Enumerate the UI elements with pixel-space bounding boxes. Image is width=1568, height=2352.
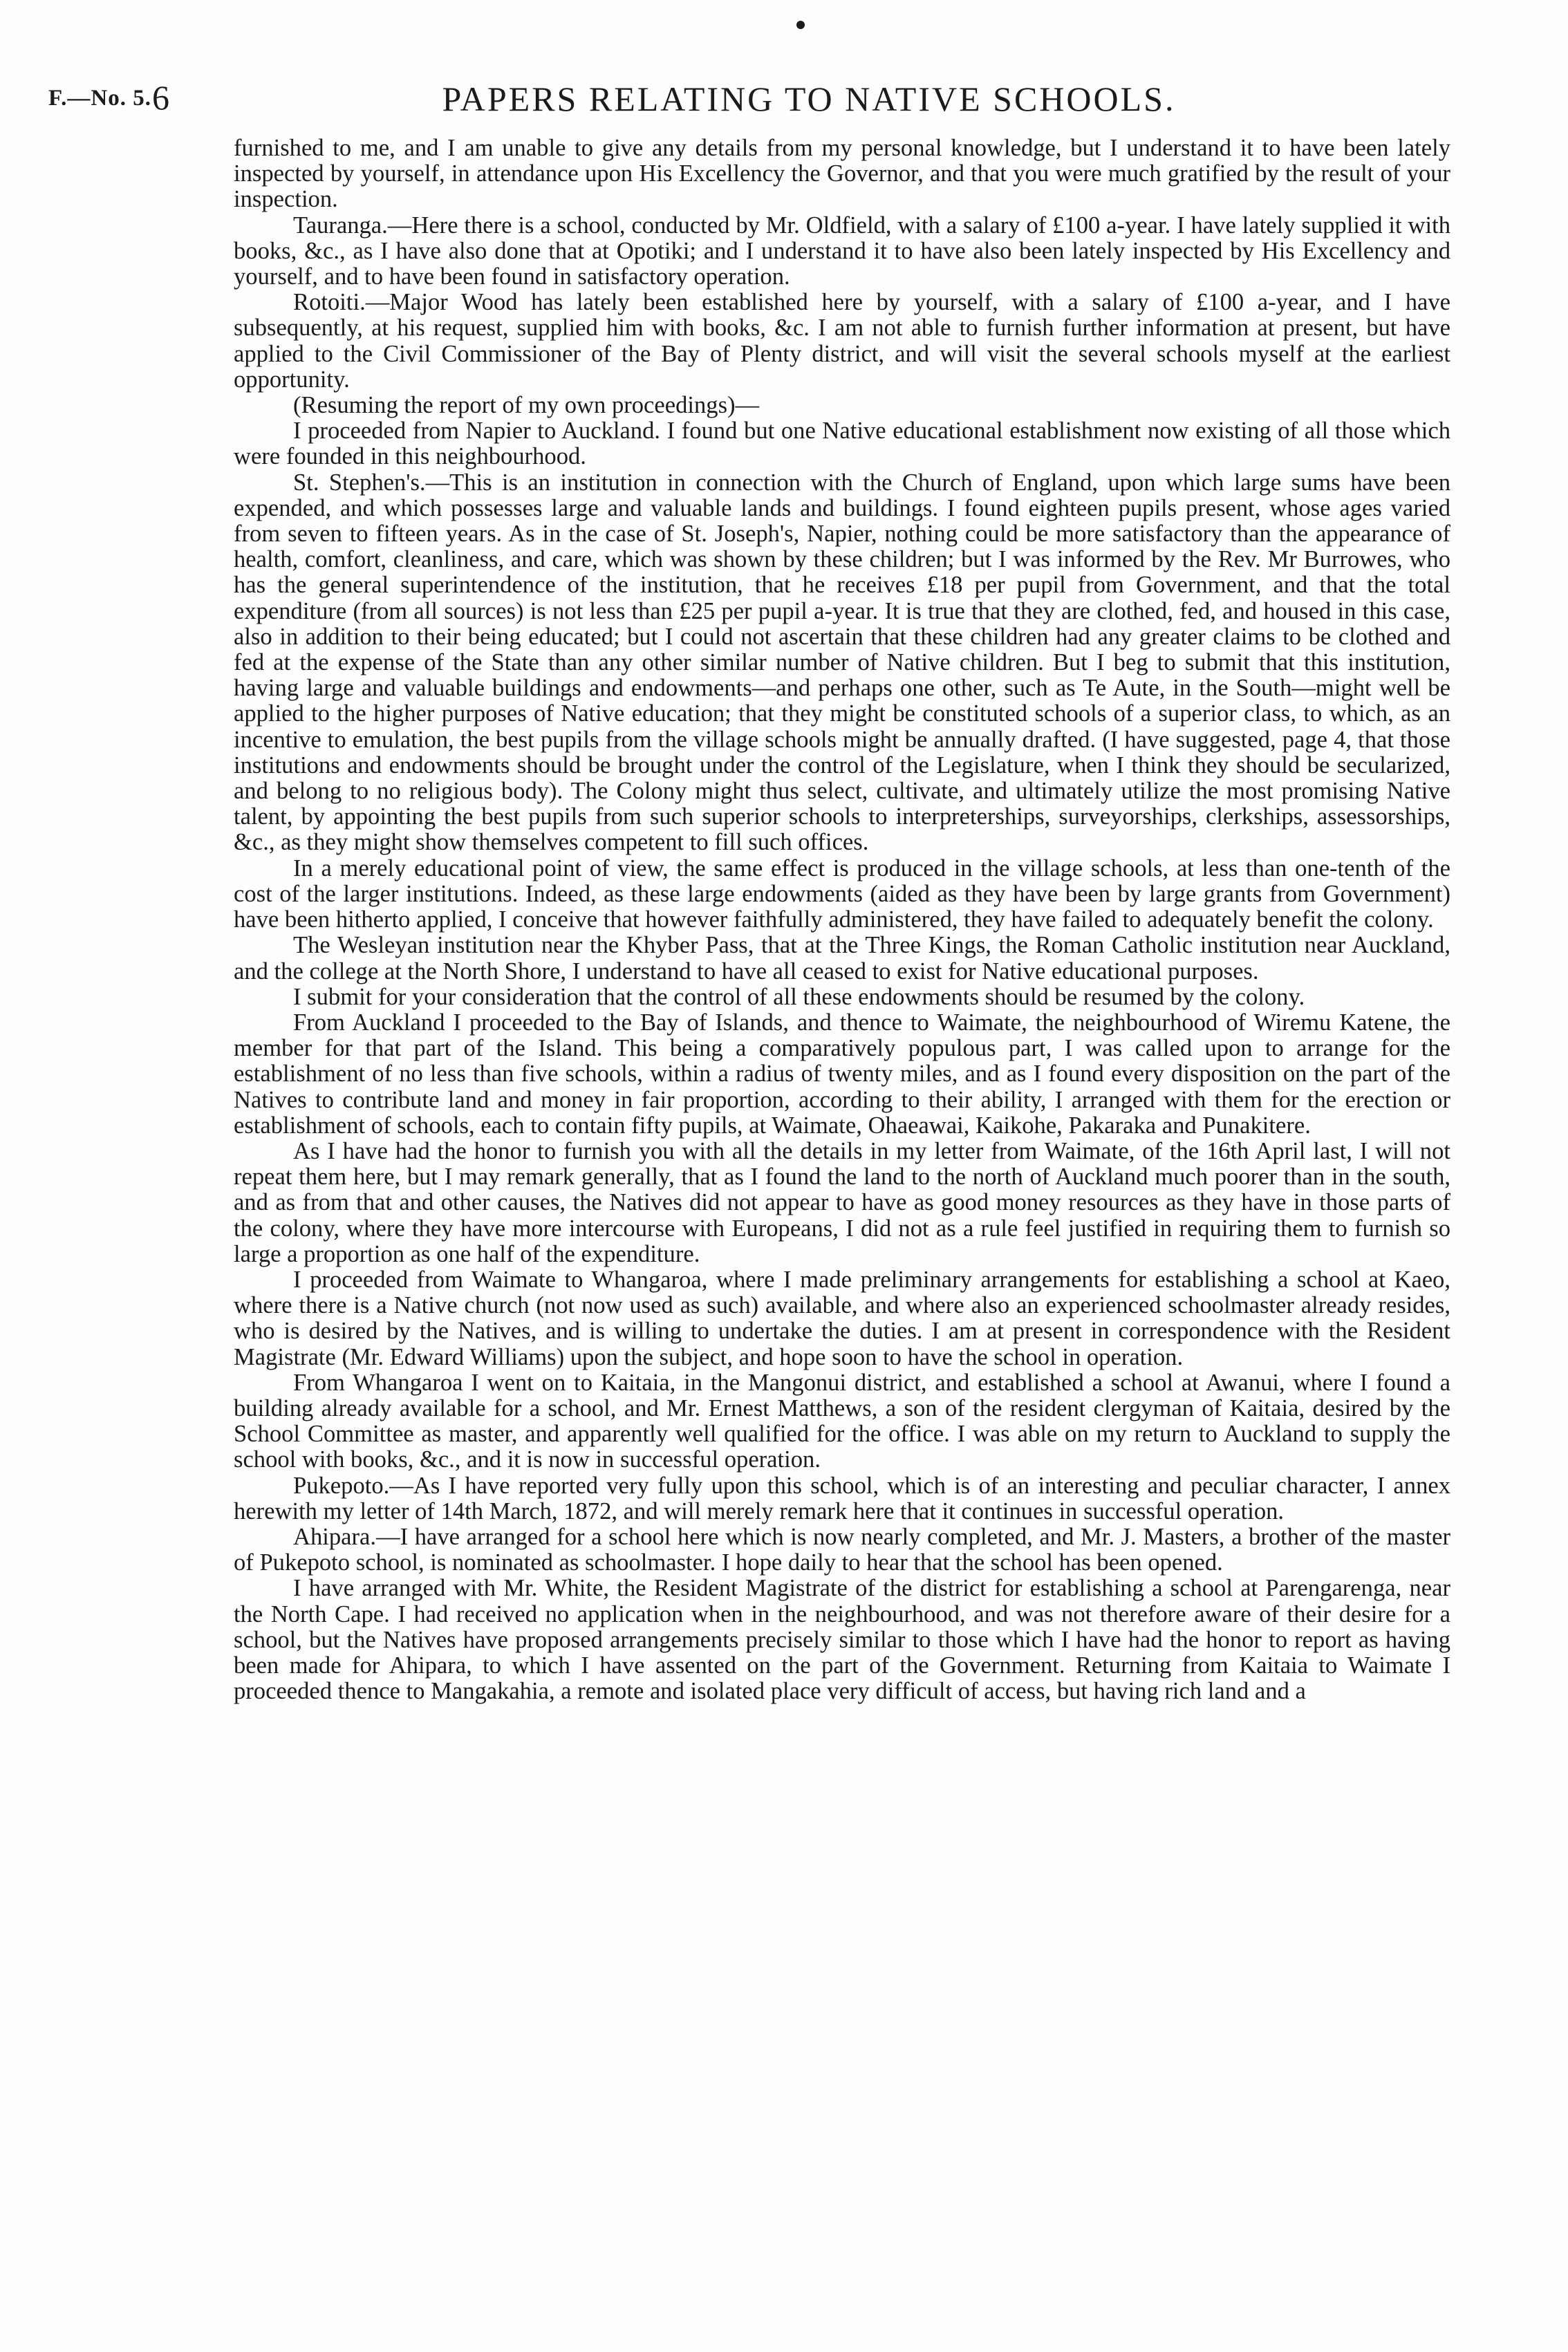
paragraph-continuation: furnished to me, and I am unable to give any details from my personal knowledge, but I understand it to have been lately inspected by yourself, in attendance upon His Excellency the Governor, and that you were much gratified by the result of your inspection. bbox=[234, 135, 1450, 213]
paragraph-ahipara: Ahipara.—I have arranged for a school here which is now nearly completed, and Mr. J. Masters, a brother of the master of Pukepoto school, is nominated as schoolmaster. I hope daily to hear that the school has been opened. bbox=[234, 1523, 1450, 1576]
paragraph-educational-view: In a merely educational point of view, the same effect is produced in the village schools, at less than one-tenth of the cost of the larger institutions. Indeed, as these large endowments (aided as they have been by large grants from Government) have been hitherto applied, I conceive that however faithfully administered, they have failed to adequately benefit the colony. bbox=[234, 855, 1450, 933]
paragraph-tauranga: Tauranga.—Here there is a school, conducted by Mr. Oldfield, with a salary of £100 a-year. I have lately supplied it with books, &c., as I have also done that at Opotiki; and I understand it to have also been lately inspected by His Excellency and yourself, and to have been found in satisfactory operation. bbox=[234, 212, 1450, 290]
running-title: PAPERS RELATING TO NATIVE SCHOOLS. bbox=[442, 80, 1176, 118]
paragraph-wesleyan: The Wesleyan institution near the Khyber Pass, that at the Three Kings, the Roman Catholic institution near Auckland, and the college at the North Shore, I understand to have all ceased to exist for Native educational purposes. bbox=[234, 932, 1450, 984]
paragraph-napier-to-auckland: I proceeded from Napier to Auckland. I found but one Native educational establishment now existing of all those which were founded in this neighbourhood. bbox=[234, 418, 1450, 470]
paragraph-rotoiti: Rotoiti.—Major Wood has lately been established here by yourself, with a salary of £100 a-year, and I have subsequently, at his request, supplied him with books, &c. I am not able to furnish further information at present, but have applied to the Civil Commissioner of the Bay of Plenty district, and will visit the several schools myself at the earliest opportunity. bbox=[234, 289, 1450, 393]
body-text bbox=[234, 136, 1450, 1704]
printer-dot bbox=[796, 21, 805, 29]
page-header bbox=[48, 77, 1514, 126]
paragraph-st-stephens: St. Stephen's.—This is an institution in connection with the Church of England, upon which large sums have been expended, and which possesses large and valuable lands and buildings. I found eighteen pupils present, whose ages varied from seven to fifteen years. As in the case of St. Joseph's, Napier, nothing could be more satisfactory than the appearance of health, comfort, cleanliness, and care, which was shown by these children; but I was informed by the Rev. Mr Burrowes, who has the general superintendence of the institution, that he receives £18 per pupil from Government, and that the total expenditure (from all sources) is not less than £25 per pupil a-year. It is true that they are clothed, fed, and housed in this case, also in addition to their being educated; but I could not ascertain that these children had any greater claims to be clothed and fed at the expense of the State than any other similar number of Native children. But I beg to submit that this institution, having large and valuable buildings and endowments—and perhaps one other, such as Te Aute, in the South—might well be applied to the higher purposes of Native education; that they might be constituted schools of a superior class, to which, as an incentive to emulation, the best pupils from the village schools might be annually drafted. (I have suggested, page 4, that those institutions and endowments should be brought under the control of the Legislature, when I think they should be secularized, and belong to no religious body). The Colony might thus select, cultivate, and ultimately utilize the most promising Native talent, by appointing the best pupils from such superior schools to interpreterships, surveyorships, clerkships, assessorships, &c., as they might show themselves competent to fill such offices. bbox=[234, 469, 1450, 856]
paragraph-waimate-letter: As I have had the honor to furnish you with all the details in my letter from Waimate, of the 16th April last, I will not repeat them here, but I may remark generally, that as I found the land to the north of Auckland much poorer than in the south, and as from that and other causes, the Natives did not appear to have as good money resources as they have in those parts of the colony, where they have more intercourse with Europeans, I did not as a rule feel justified in requiring them to furnish so large a proportion as one half of the expenditure. bbox=[234, 1137, 1450, 1267]
paragraph-kaitaia: From Whangaroa I went on to Kaitaia, in the Mangonui district, and established a school at Awanui, where I found a building already available for a school, and Mr. Ernest Matthews, a son of the resident clergyman of Kaitaia, desired by the School Committee as master, and apparently well qualified for the office. I was able on my return to Auckland to supply the school with books, &c., and it is now in successful operation. bbox=[234, 1369, 1450, 1473]
paragraph-resuming: (Resuming the report of my own proceedings)— bbox=[293, 392, 760, 419]
paragraph-pukepoto: Pukepoto.—As I have reported very fully upon this school, which is of an interesting and peculiar character, I annex herewith my letter of 14th March, 1872, and will merely remark here that it continues in successful operation. bbox=[234, 1472, 1450, 1524]
paper-reference: F.—No. 5. bbox=[48, 86, 151, 111]
paragraph-whangaroa: I proceeded from Waimate to Whangaroa, where I made preliminary arrangements for establishing a school at Kaeo, where there is a Native church (not now used as such) available, and where also an experienced schoolmaster already resides, who is desired by the Natives, and is willing to undertake the duties. I am at present in correspondence with the Resident Magistrate (Mr. Edward Williams) upon the subject, and hope soon to have the school in operation. bbox=[234, 1266, 1450, 1370]
paragraph-parengarenga: I have arranged with Mr. White, the Resident Magistrate of the district for establishing a school at Parengarenga, near the North Cape. I had received no application when in the neighbourhood, and was not therefore aware of their desire for a school, but the Natives have proposed arrangements precisely similar to those which I have had the honor to report as having been made for Ahipara, to which I have assented on the part of the Government. Returning from Kaitaia to Waimate I proceeded thence to Mangakahia, a remote and isolated place very difficult of access, but having rich land and a bbox=[234, 1575, 1450, 1705]
page-number: 6 bbox=[152, 78, 169, 117]
paragraph-bay-of-islands: From Auckland I proceeded to the Bay of Islands, and thence to Waimate, the neighbourhood of Wiremu Katene, the member for that part of the Island. This being a comparatively populous part, I was called upon to arrange for the establishment of no less than five schools, within a radius of twenty miles, and as I found every disposition on the part of the Natives to contribute land and money in fair proportion, according to their ability, I arranged with them for the erection or establishment of schools, each to contain fifty pupils, at Waimate, Ohaeawai, Kaikohe, Pakaraka and Punakitere. bbox=[234, 1009, 1450, 1139]
paragraph-endowments: I submit for your consideration that the control of all these endowments should be resumed by the colony. bbox=[293, 983, 1305, 1010]
